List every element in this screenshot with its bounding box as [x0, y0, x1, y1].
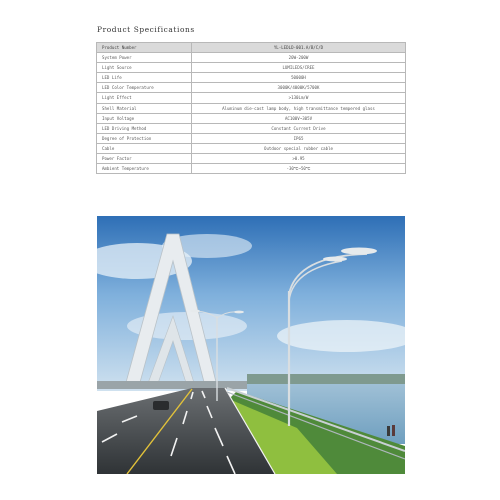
spec-label: Input Voltage: [97, 113, 192, 123]
spec-value: LUMILEDS/CREE: [192, 63, 406, 73]
table-row: [97, 123, 406, 133]
spec-label: Light Effect: [97, 93, 192, 103]
spec-label: Product Number: [97, 43, 192, 53]
spec-label: Cable: [97, 143, 192, 153]
table-row: [97, 53, 406, 63]
spec-label: LED Life: [97, 73, 192, 83]
spec-value: Outdoor special rubber cable: [192, 143, 406, 153]
table-row: [97, 63, 406, 73]
person: [387, 426, 390, 436]
table-row: [97, 113, 406, 123]
street-light-photo: [97, 216, 405, 474]
spec-value: 20W-200W: [192, 53, 406, 63]
table-row: [97, 73, 406, 83]
spec-value: >130Lm/W: [192, 93, 406, 103]
car: [153, 401, 169, 410]
spec-value: 50000H: [192, 73, 406, 83]
spec-value: Constant Current Drive: [192, 123, 406, 133]
table-row: [97, 133, 406, 143]
spec-label: Light Source: [97, 63, 192, 73]
specifications-table: [96, 42, 406, 174]
spec-label: Shell Material: [97, 103, 192, 113]
spec-value: IP65: [192, 133, 406, 143]
table-header-row: [97, 43, 406, 53]
spec-label: Power Factor: [97, 154, 192, 164]
spec-value: >0.95: [192, 154, 406, 164]
spec-label: Ambient Temperature: [97, 164, 192, 174]
person: [392, 425, 395, 436]
table-row: [97, 164, 406, 174]
page-title: Product Specifications: [97, 25, 195, 34]
spec-value: Aluminum die-cast lamp body, high transmittance tempered glass: [192, 103, 406, 113]
table-row: [97, 143, 406, 153]
spec-value: -30℃~50℃: [192, 164, 406, 174]
table-row: [97, 154, 406, 164]
spec-value: AC100V~305V: [192, 113, 406, 123]
spec-label: LED Color Temperature: [97, 83, 192, 93]
spec-label: Degree of Protection: [97, 133, 192, 143]
spec-label: LED Driving Method: [97, 123, 192, 133]
bridge-deck: [97, 381, 247, 389]
spec-value: YL-LEDLD-001.A/B/C/D: [192, 43, 406, 53]
table-row: [97, 93, 406, 103]
table-row: [97, 83, 406, 93]
table-row: [97, 103, 406, 113]
spec-label: System Power: [97, 53, 192, 63]
spec-value: 3000K/4000K/5700K: [192, 83, 406, 93]
